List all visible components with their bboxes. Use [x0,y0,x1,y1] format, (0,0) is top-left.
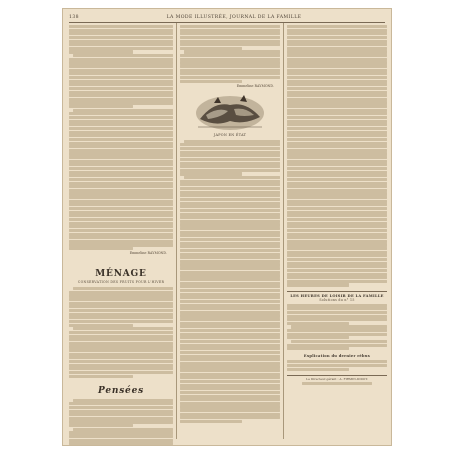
pensees-title: Pensées [98,385,144,396]
hunting-dogs-engraving [194,91,266,131]
journal-title: LA MODE ILLUSTRÉE, JOURNAL DE LA FAMILLE [166,14,302,20]
signature-middle: Emmeline RAYMOND. [236,83,274,88]
page-number: 138 [69,14,79,20]
column-divider-right [283,23,284,439]
illustration-caption: JAPON EN ÉTAT [213,132,247,137]
footer-director: Le Directeur-gérant : A. FIRMIN-DIDOT. [306,376,368,381]
leisure-subtitle: Solutions du n° 15 [319,297,355,302]
column-divider-left [176,23,177,439]
leisure-title: LES HEURES DE LOISIR DE LA FAMILLE [290,293,384,298]
left-text-block-1 [69,25,173,250]
rebus-title: Explication du dernier rébus [303,354,371,359]
page-header [69,13,385,21]
middle-column [180,25,280,445]
newspaper-page [62,8,392,446]
header-rule [69,22,385,23]
pensees-text [69,399,173,445]
menage-title: MÉNAGE [95,269,147,280]
right-text-block-1 [287,25,387,287]
menage-subtitle: CONSERVATION DES FRUITS POUR L'HIVER [77,280,165,285]
middle-text-block-2 [180,140,280,423]
middle-text-block-1 [180,25,280,83]
leisure-section [287,291,387,351]
signature-top: Emmeline RAYMOND. [129,251,167,256]
left-column [69,25,173,445]
right-column [287,25,387,445]
menage-text [69,287,173,377]
illustration-frame [180,91,280,133]
